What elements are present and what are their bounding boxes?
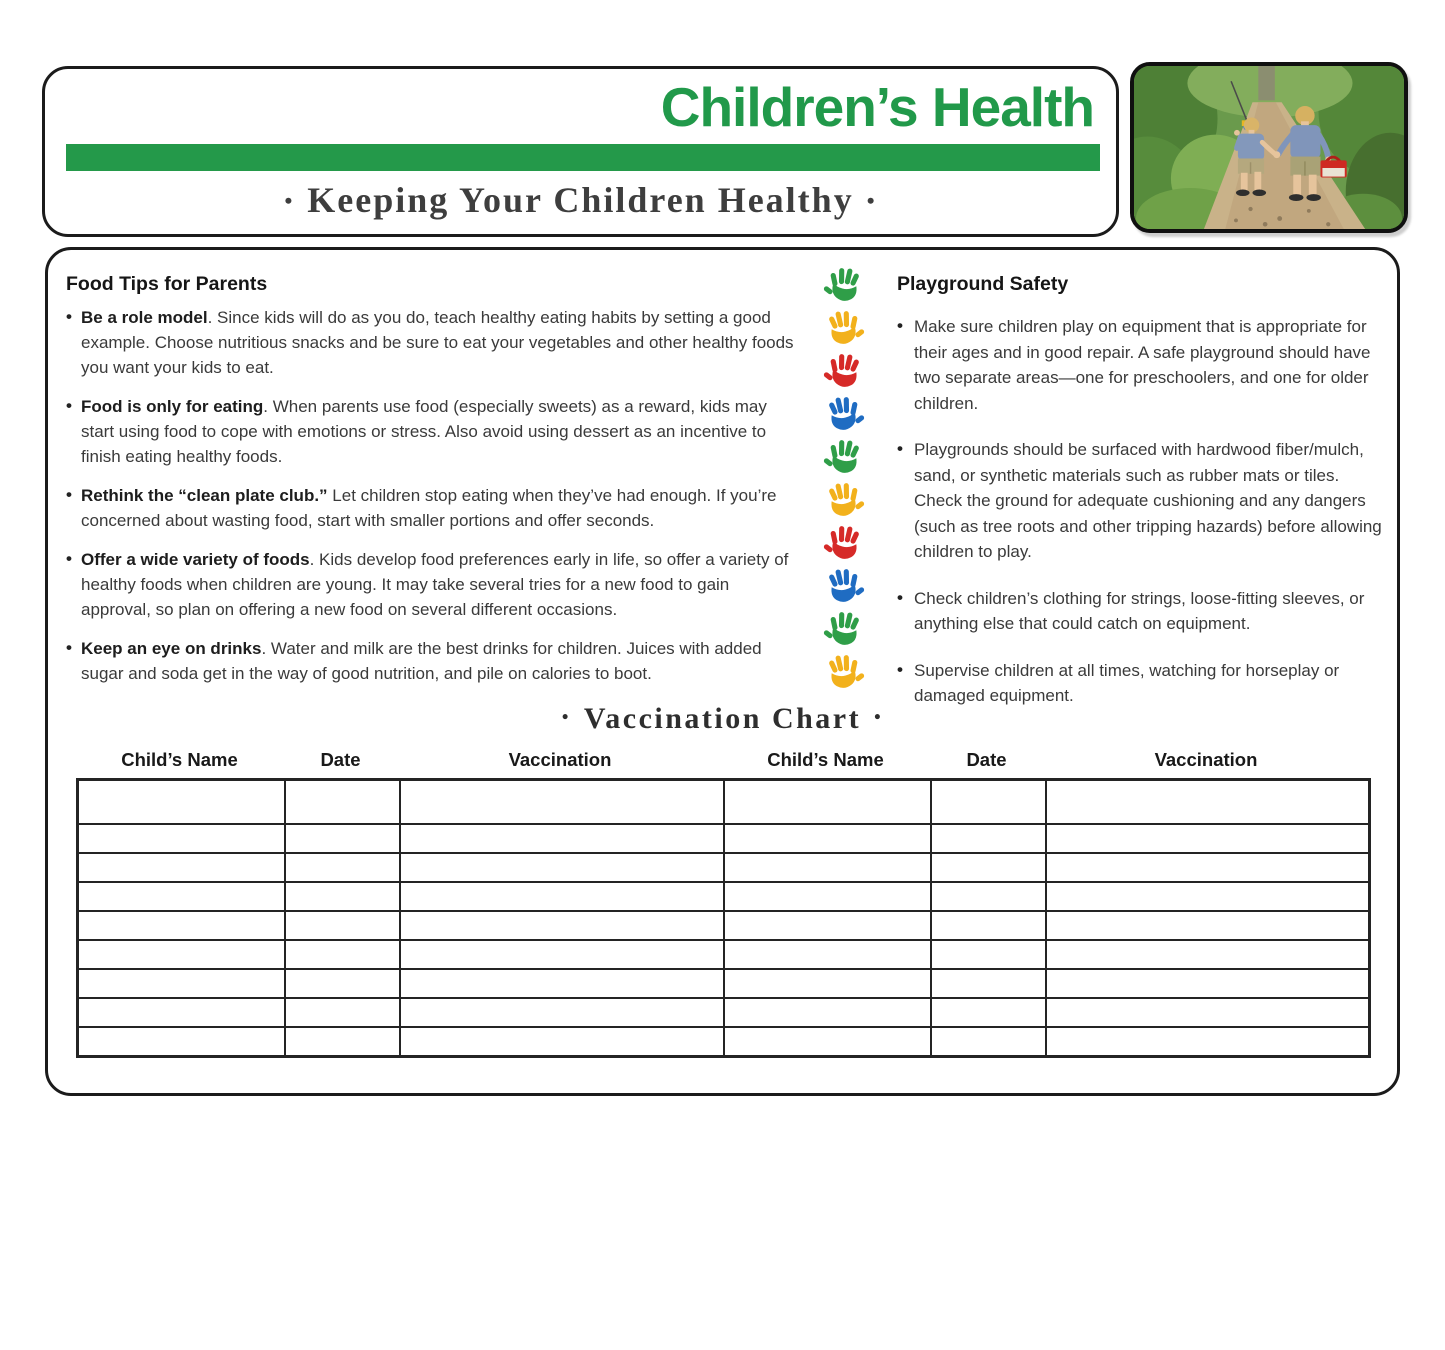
vaccination-table-cell: [931, 911, 1046, 940]
playground-safety-heading: Playground Safety: [897, 273, 1069, 295]
vaccination-table-row: [78, 1027, 1370, 1057]
vaccination-table-cell: [724, 853, 931, 882]
vaccination-table-cell: [285, 998, 400, 1027]
playground-tip-item: [897, 437, 1391, 565]
vaccination-table-cell: [1046, 1027, 1370, 1057]
bullet-decoration: •: [874, 707, 884, 729]
vaccination-table-cell: [78, 969, 285, 998]
food-tip-lead: Rethink the “clean plate club.”: [81, 486, 328, 505]
playground-tip-text: Supervise children at all times, watching for horseplay or damaged equipment.: [914, 660, 1340, 705]
children-photo-illustration: [1134, 66, 1404, 229]
bullet-icon: •: [66, 485, 72, 504]
green-handprint-icon: [823, 266, 865, 307]
bullet-icon: •: [66, 638, 72, 657]
vaccination-table-cell: [724, 940, 931, 969]
vaccination-table-cell: [724, 882, 931, 911]
subtitle-text: Keeping Your Children Healthy: [307, 180, 854, 220]
vaccination-table-body: [78, 780, 1370, 1057]
column-header-childs-name: Child’s Name: [121, 749, 238, 770]
vaccination-table-cell: [285, 882, 400, 911]
vaccination-table-cell: [724, 780, 931, 825]
green-accent-bar: [66, 144, 1100, 171]
bullet-icon: •: [897, 587, 903, 607]
food-tip-lead: Offer a wide variety of foods: [81, 550, 310, 569]
food-tip-text: . Since kids will do as you do, teach healthy eating habits by setting a good example. Choose nutritious snacks and be sure to eat your vegetables and other healthy foods you want your kids to eat.: [81, 308, 794, 377]
food-tip-lead: Keep an eye on drinks: [81, 639, 262, 658]
vaccination-table-cell: [931, 853, 1046, 882]
food-tip-item: [66, 394, 802, 469]
vaccination-table-cell: [1046, 998, 1370, 1027]
vaccination-table-cell: [285, 911, 400, 940]
playground-tip-text: Make sure children play on equipment that is appropriate for their ages and in good repair. A safe playground should have two separate areas—one for preschoolers, and one for older children.: [914, 317, 1371, 413]
food-tip-text: Let children stop eating when they’ve had enough. If you’re concerned about wasting food, start with smaller portions and offer seconds.: [81, 486, 777, 530]
blue-handprint-icon: [823, 567, 865, 608]
bullet-decoration: •: [866, 187, 877, 213]
page-title: Children’s Health: [660, 76, 1094, 138]
vaccination-table-row: [78, 998, 1370, 1027]
red-handprint-icon: [823, 524, 865, 565]
vaccination-table-cell: [78, 911, 285, 940]
playground-safety-list: [897, 314, 1391, 730]
playground-tip-item: [897, 586, 1391, 637]
bullet-icon: •: [897, 316, 903, 335]
playground-tip-item: [897, 658, 1391, 709]
food-tip-text: . Water and milk are the best drinks for children. Juices with added sugar and soda get in the way of good nutrition, and pile on calories to boot.: [81, 639, 762, 683]
food-tip-text: . Kids develop food preferences early in life, so offer a variety of healthy foods when children are young. It may take several tries for a new food to gain approval, so plan on offering a new food on several different occasions.: [81, 550, 789, 619]
vaccination-table-cell: [931, 780, 1046, 825]
green-handprint-icon: [823, 438, 865, 479]
vaccination-table-cell: [285, 940, 400, 969]
column-header-date: Date: [320, 749, 361, 770]
vaccination-table: [76, 778, 1371, 1058]
yellow-handprint-icon: [823, 481, 865, 522]
bullet-icon: •: [897, 659, 903, 679]
bullet-decoration: •: [561, 707, 571, 729]
bullet-icon: •: [897, 439, 903, 458]
vaccination-table-row: [78, 882, 1370, 911]
food-tips-heading: Food Tips for Parents: [66, 273, 268, 295]
food-tips-list: [66, 305, 802, 700]
vaccination-table-cell: [724, 824, 931, 853]
vaccination-title-text: Vaccination Chart: [583, 702, 862, 735]
vaccination-table-cell: [78, 940, 285, 969]
food-tip-item: [66, 305, 802, 380]
vaccination-table-cell: [285, 780, 400, 825]
vaccination-table-cell: [400, 911, 724, 940]
playground-tip-text: Playgrounds should be surfaced with hardwood fiber/mulch, sand, or synthetic materials such as rubber mats or tiles. Check the ground for adequate cushioning and any dangers (such as tree roots and other tripping hazards) before allowing children to play.: [914, 440, 1382, 561]
yellow-handprint-icon: [823, 653, 865, 694]
vaccination-table-cell: [400, 998, 724, 1027]
vaccination-table-cell: [724, 1027, 931, 1057]
vaccination-table-row: [78, 824, 1370, 853]
column-header-date: Date: [966, 749, 1007, 770]
vaccination-table-cell: [724, 969, 931, 998]
vaccination-table-cell: [1046, 824, 1370, 853]
food-tip-lead: Be a role model: [81, 308, 208, 327]
vaccination-table-cell: [1046, 853, 1370, 882]
vaccination-table-row: [78, 911, 1370, 940]
vaccination-table-cell: [1046, 969, 1370, 998]
column-header-childs-name: Child’s Name: [767, 749, 884, 770]
vaccination-table-cell: [400, 882, 724, 911]
children-photo: [1130, 62, 1408, 233]
food-tip-item: [66, 483, 802, 533]
food-tip-text: . When parents use food (especially sweets) as a reward, kids may start using food to cope with emotions or stress. Also avoid using dessert as an incentive to finish eating healthy foods.: [81, 397, 767, 466]
playground-tip-text: Check children’s clothing for strings, loose-fitting sleeves, or anything else that could catch on equipment.: [914, 588, 1365, 633]
vaccination-table-cell: [1046, 940, 1370, 969]
vaccination-column-headers: [76, 749, 1368, 771]
vaccination-table-cell: [78, 824, 285, 853]
food-tip-item: [66, 636, 802, 686]
food-tip-lead: Food is only for eating: [81, 397, 264, 416]
vaccination-table-row: [78, 780, 1370, 825]
yellow-handprint-icon: [823, 309, 865, 350]
vaccination-table-cell: [285, 969, 400, 998]
red-handprint-icon: [823, 352, 865, 393]
vaccination-table-row: [78, 969, 1370, 998]
vaccination-table-cell: [285, 853, 400, 882]
vaccination-table-cell: [931, 998, 1046, 1027]
column-header-vaccination: Vaccination: [508, 749, 612, 770]
page-subtitle: [45, 179, 1116, 221]
food-tip-item: [66, 547, 802, 622]
vaccination-table-cell: [78, 998, 285, 1027]
vaccination-table-row: [78, 940, 1370, 969]
vaccination-table-cell: [78, 853, 285, 882]
vaccination-table-cell: [285, 824, 400, 853]
playground-tip-item: [897, 314, 1391, 416]
vaccination-table-cell: [1046, 911, 1370, 940]
green-handprint-icon: [823, 610, 865, 651]
vaccination-table-cell: [931, 824, 1046, 853]
vaccination-table-cell: [78, 1027, 285, 1057]
vaccination-table-cell: [1046, 882, 1370, 911]
vaccination-table-cell: [400, 940, 724, 969]
vaccination-table-cell: [1046, 780, 1370, 825]
vaccination-table-cell: [931, 882, 1046, 911]
bullet-decoration: •: [284, 187, 295, 213]
vaccination-table-cell: [285, 1027, 400, 1057]
bullet-icon: •: [66, 549, 72, 568]
bullet-icon: •: [66, 307, 72, 326]
vaccination-table-cell: [400, 853, 724, 882]
bullet-icon: •: [66, 396, 72, 415]
handprint-column: [814, 266, 874, 694]
vaccination-table-row: [78, 853, 1370, 882]
vaccination-table-cell: [931, 940, 1046, 969]
column-header-vaccination: Vaccination: [1154, 749, 1258, 770]
vaccination-table-cell: [724, 911, 931, 940]
vaccination-table-cell: [78, 882, 285, 911]
vaccination-table-cell: [400, 780, 724, 825]
header-card: [42, 66, 1119, 237]
vaccination-table-cell: [400, 1027, 724, 1057]
vaccination-table-cell: [724, 998, 931, 1027]
vaccination-table-cell: [400, 969, 724, 998]
vaccination-table-cell: [400, 824, 724, 853]
vaccination-table-cell: [78, 780, 285, 825]
blue-handprint-icon: [823, 395, 865, 436]
vaccination-chart-title: [48, 702, 1397, 736]
vaccination-table-cell: [931, 1027, 1046, 1057]
vaccination-table-cell: [931, 969, 1046, 998]
content-card: [45, 247, 1400, 1096]
